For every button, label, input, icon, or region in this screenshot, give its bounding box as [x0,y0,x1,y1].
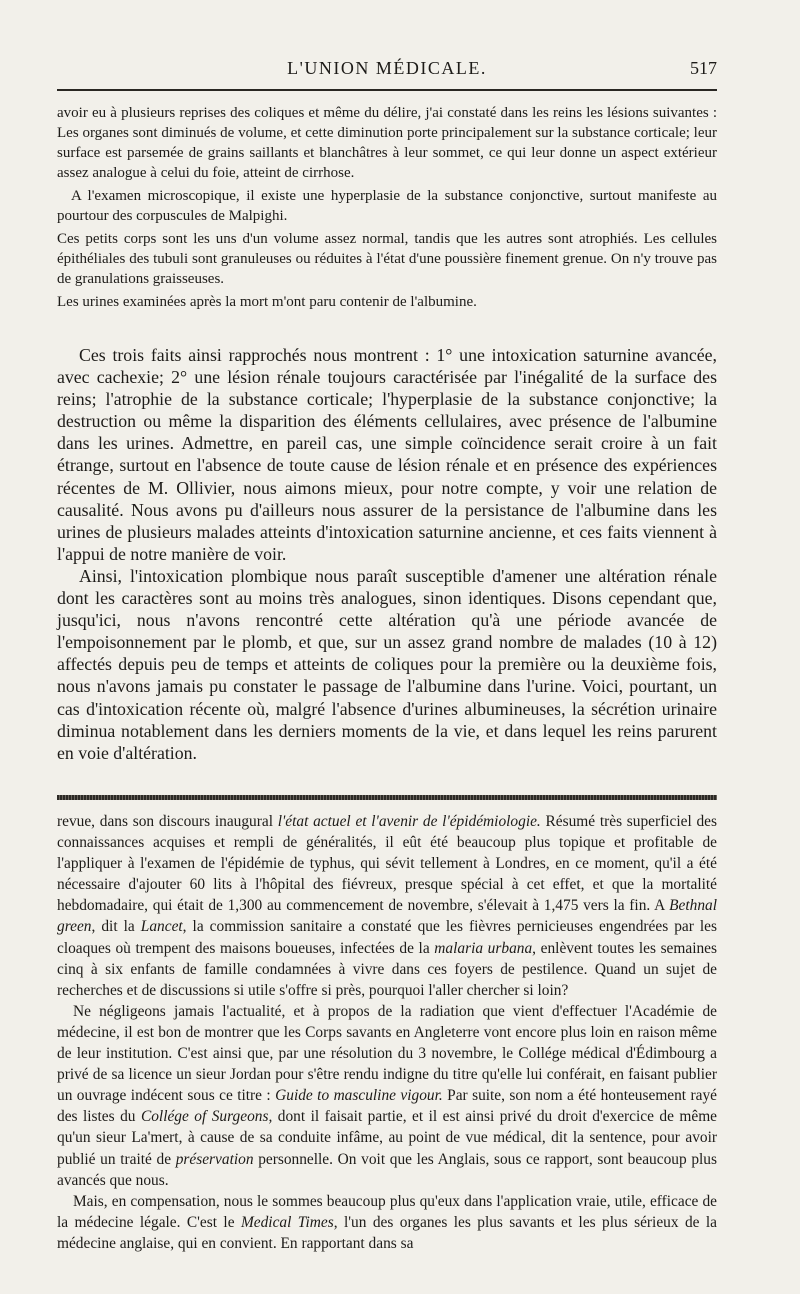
header-rule [57,89,717,91]
main-body-text [57,344,717,764]
paragraph: Mais, en compensation, nous le sommes beaucoup plus qu'eux dans l'application vraie, utile, efficace de la médecine légale. C'est le Medical Times, l'un des organes les plus savants et les plus sérieux de la médecine anglaise, qui en convient. En rapportant dans sa [57,1192,718,1252]
paragraph: Ne négligeons jamais l'actualité, et à propos de la radiation que vient d'effectuer l'Académie de médecine, il est bon de montrer que les Corps savants en Angleterre vont encore plus loin en raison même de leur institution. C'est ainsi que, par une résolution du 3 novembre, le Collége médical d'Édimbourg a privé de sa licence un sieur Jordan pour s'être rendu indigne du titre qu'elle lui conférait, en faisant publier un ouvrage indécent sous ce titre : Guide to masculine vigour. Par suite, son nom a été honteusement rayé des listes du Collége of Surgeons, dont il faisait partie, et il est ainsi privé du droit d'exercice de même qu'un sieur La'mert, à cause de sa conduite infâme, au point de vue médical, dit la sentence, pour avoir publié un traité de préservation personnelle. On voit que les Anglais, sous ce rapport, sont beaucoup plus avancés que nous. [57,1002,717,1189]
paragraph: A l'examen microscopique, il existe une hyperplasie de la substance conjonctive, surtout manifeste au pourtour des corpuscules de Malpighi. [57,188,717,224]
paragraph: Ces trois faits ainsi rapprochés nous montrent : 1° une intoxication saturnine avancée, avec cachexie; 2° une lésion rénale toujours caractérisée par l'inégalité de la surface des reins; l'atrophie de la substance corticale; l'hyperplasie de la substance conjonctive; la destruction ou même la disparition des éléments cellulaires, avec présence de l'albumine dans les urines. Admettre, en pareil cas, une simple coïncidence serait croire à un fait étrange, surtout en l'absence de toute cause de lésion rénale et en présence des expériences récentes de M. Ollivier, nous aimons mieux, pour notre compte, y voir une relation de causalité. Nous avons pu d'ailleurs nous assurer de la persistance de l'albumine dans les urines de plusieurs malades atteints d'intoxication saturnine ancienne, et ces faits viennent à l'appui de notre manière de voir. [57,345,717,564]
paragraph: Ces petits corps sont les uns d'un volume assez normal, tandis que les autres sont atrophiés. Les cellules épithéliales des tubuli sont granuleuses ou réduites à l'état d'une poussière finement grenue. On n'y trouve pas de granulations graisseuses. [57,231,717,287]
paragraph: Ainsi, l'intoxication plombique nous paraît susceptible d'amener une altération rénale dont les caractères sont au moins très analogues, sinon identiques. Disons cependant que, jusqu'ici, nous n'avons rencontré cette altération qu'à une période avancée de l'empoisonnement par le plomb, et que, sur un assez grand nombre de malades (10 à 12) affectés depuis peu de temps et atteints de coliques pour la première ou la deuxième fois, nous n'avons jamais pu constater le passage de l'albumine dans l'urine. Voici, pourtant, un cas d'intoxication récente où, malgré l'absence d'urines albumineuses, la sécrétion urinaire diminua notablement dans les derniers moments de la vie, et dans lequel les reins parurent en voie d'altération. [57,565,717,763]
feuilleton-text [57,811,717,1254]
journal-title: L'UNION MÉDICALE. [287,58,487,78]
case-report-text [57,103,717,312]
running-header [57,58,717,84]
paragraph: avoir eu à plusieurs reprises des coliques et même du délire, j'ai constaté dans les reins les lésions suivantes : Les organes sont diminués de volume, et cette diminution porte principalement sur la substance corticale; leur surface est parsemée de grains saillants et blanchâtres à leur sommet, ce qui leur donne un aspect extérieur assez analogue à celui du foie, atteint de cirrhose. [57,105,717,181]
section-divider [57,795,717,800]
paragraph: Les urines examinées après la mort m'ont paru contenir de l'albumine. [57,294,477,310]
page-number: 517 [690,58,717,78]
paragraph: revue, dans son discours inaugural l'état actuel et l'avenir de l'épidémiologie. Résumé très superficiel des connaissances acquises et rempli de généralités, il eût été beaucoup plus topique et profitable de l'appliquer à l'examen de l'épidémie de typhus, qui sévit tellement à Londres, en ce moment, qu'il a été nécessaire d'ajouter 60 lits à l'hôpital des fiévreux, presque spécial à cet effet, et que la mortalité hebdomadaire, qui était de 1,300 au commencement de novembre, s'élevait à 1,475 vers la fin. A Bethnal green, dit la Lancet, la commission sanitaire a constaté que les fièvres pernicieuses engendrées par les cloaques où trempent des maisons boueuses, infectées de la malaria urbana, enlèvent toutes les semaines cinq à six enfants de famille condamnées à vivre dans ces foyers de pestilence. Quand un sujet de recherches et de discussions si utile s'offre si près, pourquoi l'aller chercher si loin? [57,813,717,999]
